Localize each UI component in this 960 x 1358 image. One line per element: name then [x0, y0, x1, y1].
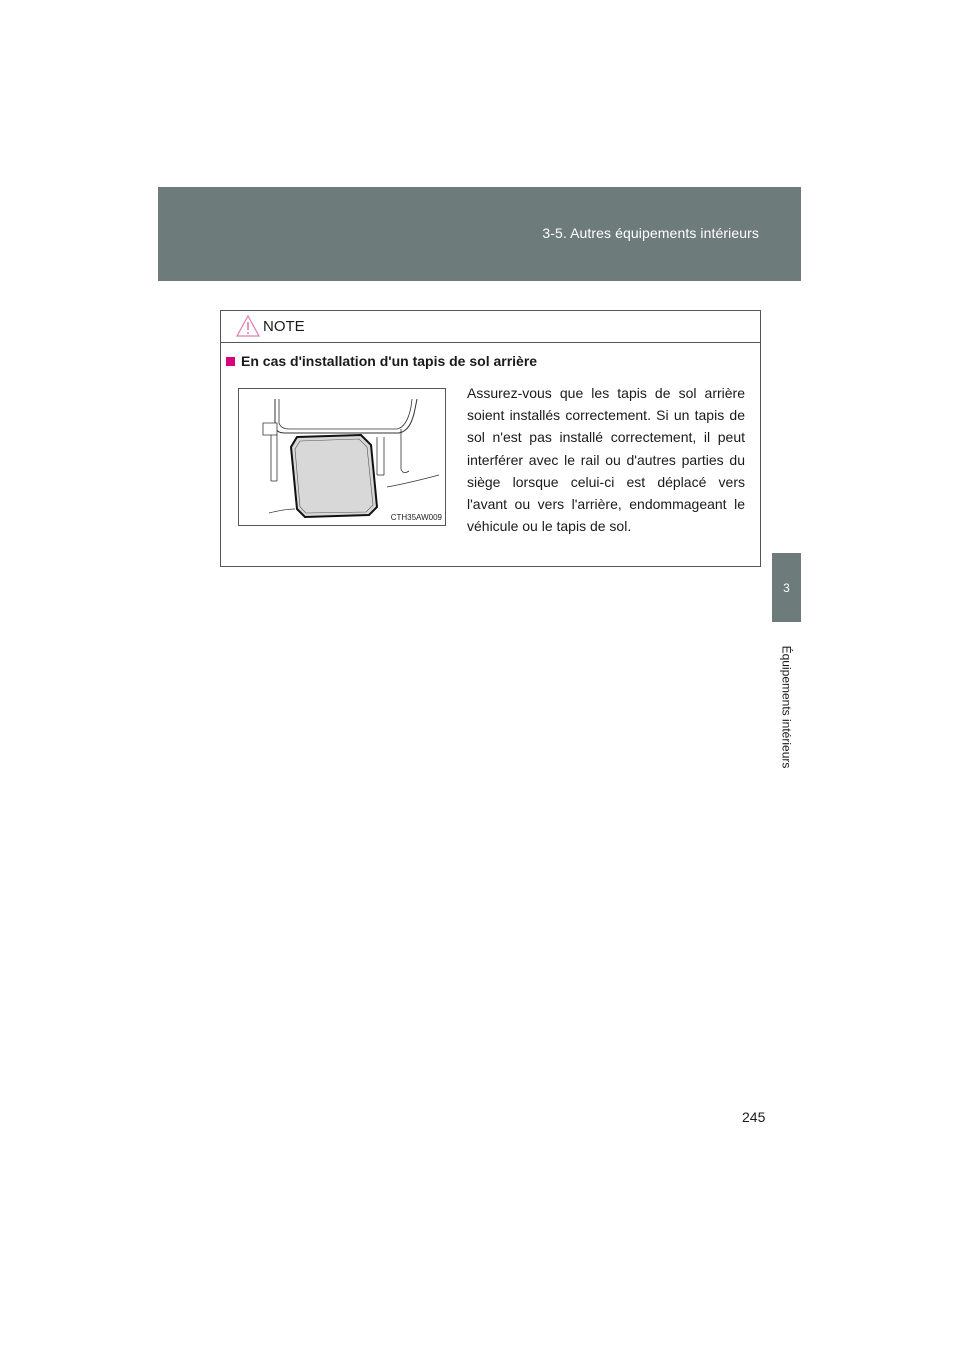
note-heading	[226, 353, 537, 369]
header-band	[158, 187, 801, 281]
chapter-tab	[772, 553, 801, 622]
floor-mat-illustration	[238, 388, 446, 526]
chapter-number: 3	[783, 580, 790, 595]
floor-mat-drawing	[239, 389, 445, 525]
page-number: 245	[742, 1109, 766, 1125]
warning-icon	[236, 315, 260, 337]
note-body: Assurez-vous que les tapis de sol arrière soient installés correctement. Si un tapis de sol n'est pas installé correctement, il peut interférer avec le rail ou d'autres parties du siège lorsque celui-ci est déplacé vers l'avant ou vers l'arrière, endommageant le véhicule ou le tapis de sol.	[467, 385, 745, 535]
note-heading-text: En cas d'installation d'un tapis de sol arrière	[241, 353, 538, 369]
note-header	[221, 311, 760, 343]
note-box	[220, 310, 761, 567]
note-title: NOTE	[263, 318, 305, 335]
illustration-code: CTH35AW009	[390, 513, 442, 522]
chapter-label	[772, 632, 801, 782]
section-title: 3-5. Autres équipements intérieurs	[542, 225, 759, 241]
chapter-label-text: Équipements intérieurs	[779, 645, 794, 769]
square-bullet-icon	[226, 357, 235, 366]
